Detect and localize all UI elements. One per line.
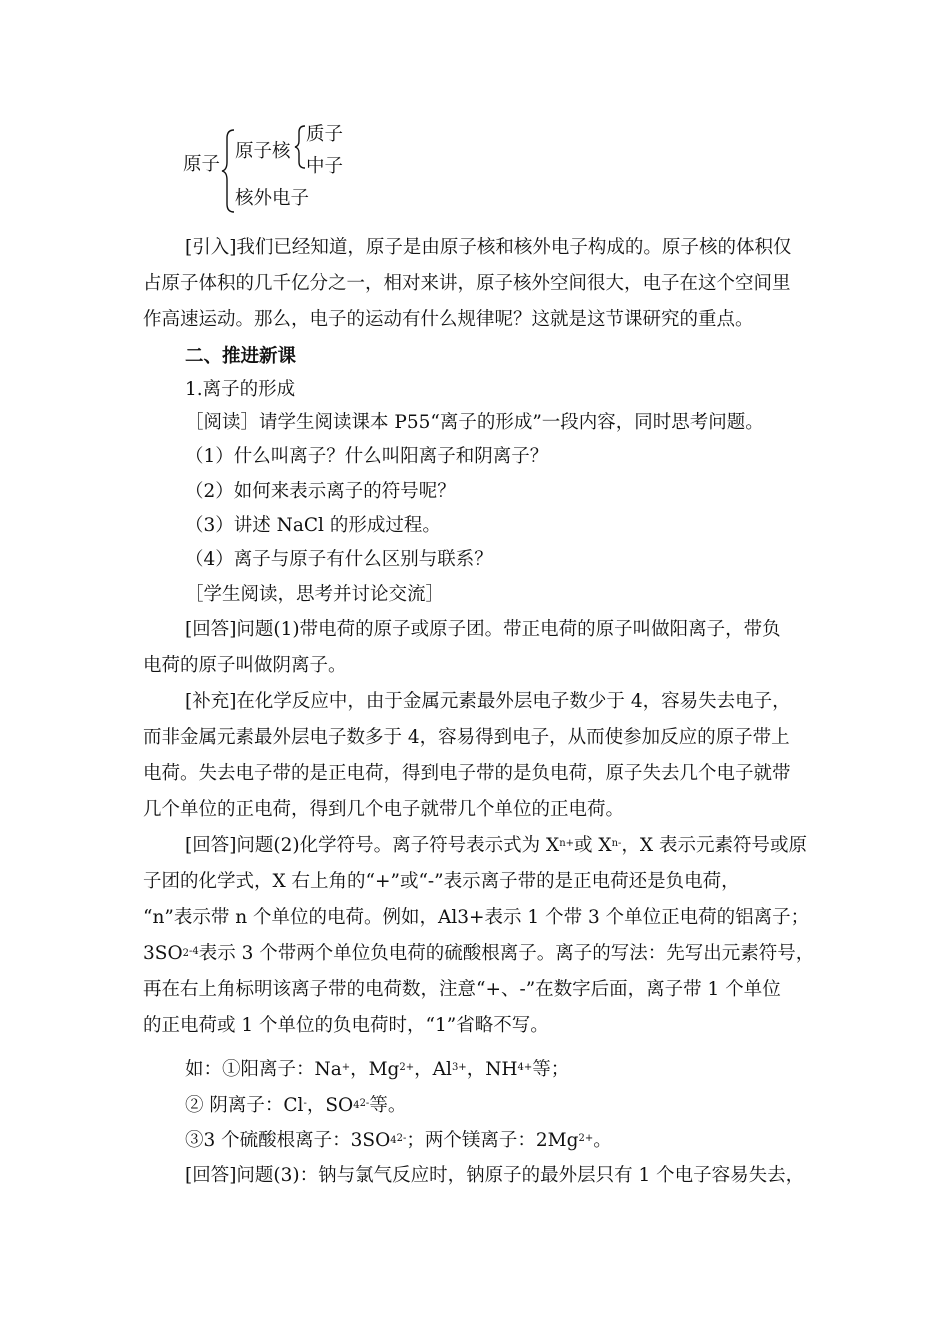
atom-label: 原子 [183,154,221,175]
answer1-line-1: [回答]问题(1)带电荷的原子或原子团。带正电荷的原子叫做阳离子，带负 [185,619,781,640]
intro-line-2: 占原子体积的几千亿分之一，相对来讲，原子核外空间很大，电子在这个空间里 [143,273,791,294]
answer2-line-1: [回答]问题(2)化学符号。离子符号表示式为 $X^{n+}$或 $X^{n-}$，X 表示元素符号或原 [185,835,807,856]
neutron-label: 中子 [306,156,344,177]
supplement-line-2: 而非金属元素最外层电子数多于 4，容易得到电子，从而使参加反应的原子带上 [143,727,790,748]
nucleus-label: 原子核 [235,141,291,162]
answer2-line-5: 再在右上角标明该离子带的电荷数，注意“+、-”在数字后面，离子带 1 个单位 [143,979,781,1000]
reading-instruction: ［阅读］请学生阅读课本 P55“离子的形成”一段内容，同时思考问题。 [185,412,764,433]
proton-label: 质子 [306,124,344,145]
answer2-line-2: 子团的化学式，X 右上角的“+”或“-”表示离子带的是正电荷还是负电荷， [143,871,740,892]
subheading: 1.离子的形成 [185,379,296,400]
example-cations: 如：①阳离子：Na+，$Mg^{2+}$，$Al^{3+}$，$NH^{4+}$等； [185,1059,570,1080]
student-activity: ［学生阅读，思考并讨论交流］ [185,584,445,605]
electrons-label: 核外电子 [235,188,310,209]
example-sulfate-magnesium: ③3 个硫酸根离子：$3SO4^{2-}$；两个镁离子：$2Mg^{2+}$。 [185,1130,612,1151]
answer2-line-6: 的正电荷或 1 个单位的负电荷时，“1”省略不写。 [143,1015,549,1036]
question-1: （1）什么叫离子？什么叫阳离子和阴离子？ [185,446,549,467]
supplement-line-4: 几个单位的正电荷，得到几个电子就带几个单位的正电荷。 [143,799,625,820]
question-3: （3）讲述 NaCl 的形成过程。 [185,515,441,536]
section-heading: 二、推进新课 [185,346,297,367]
intro-line-1: [引入]我们已经知道，原子是由原子核和核外电子构成的。原子核的体积仅 [185,237,792,258]
answer2-line-4: $3SO2^{-4}$表示 3 个带两个单位负电荷的硫酸根离子。离子的写法：先写出元素符号， [143,943,815,964]
intro-line-3: 作高速运动。那么，电子的运动有什么规律呢？这就是这节课研究的重点。 [143,309,754,330]
question-4: （4）离子与原子有什么区别与联系？ [185,549,493,570]
supplement-line-3: 电荷。失去电子带的是正电荷，得到电子带的是负电荷，原子失去几个电子就带 [143,763,791,784]
answer3-line-1: [回答]问题(3)：钠与氯气反应时，钠原子的最外层只有 1 个电子容易失去， [185,1165,805,1186]
answer2-line-3: “n”表示带 n 个单位的电荷。例如，Al3+表示 1 个带 3 个单位正电荷的铝离子； [143,907,810,928]
answer1-line-2: 电荷的原子叫做阴离子。 [143,655,347,676]
supplement-line-1: [补充]在化学反应中，由于金属元素最外层电子数少于 4，容易失去电子， [185,691,791,712]
atom-brace-icon [220,128,236,214]
nucleus-brace-icon [293,124,307,170]
example-anions: ② 阴离子：Cl-，$SO4^{2-}$等。 [185,1095,407,1116]
question-2: （2）如何来表示离子的符号呢？ [185,481,456,502]
